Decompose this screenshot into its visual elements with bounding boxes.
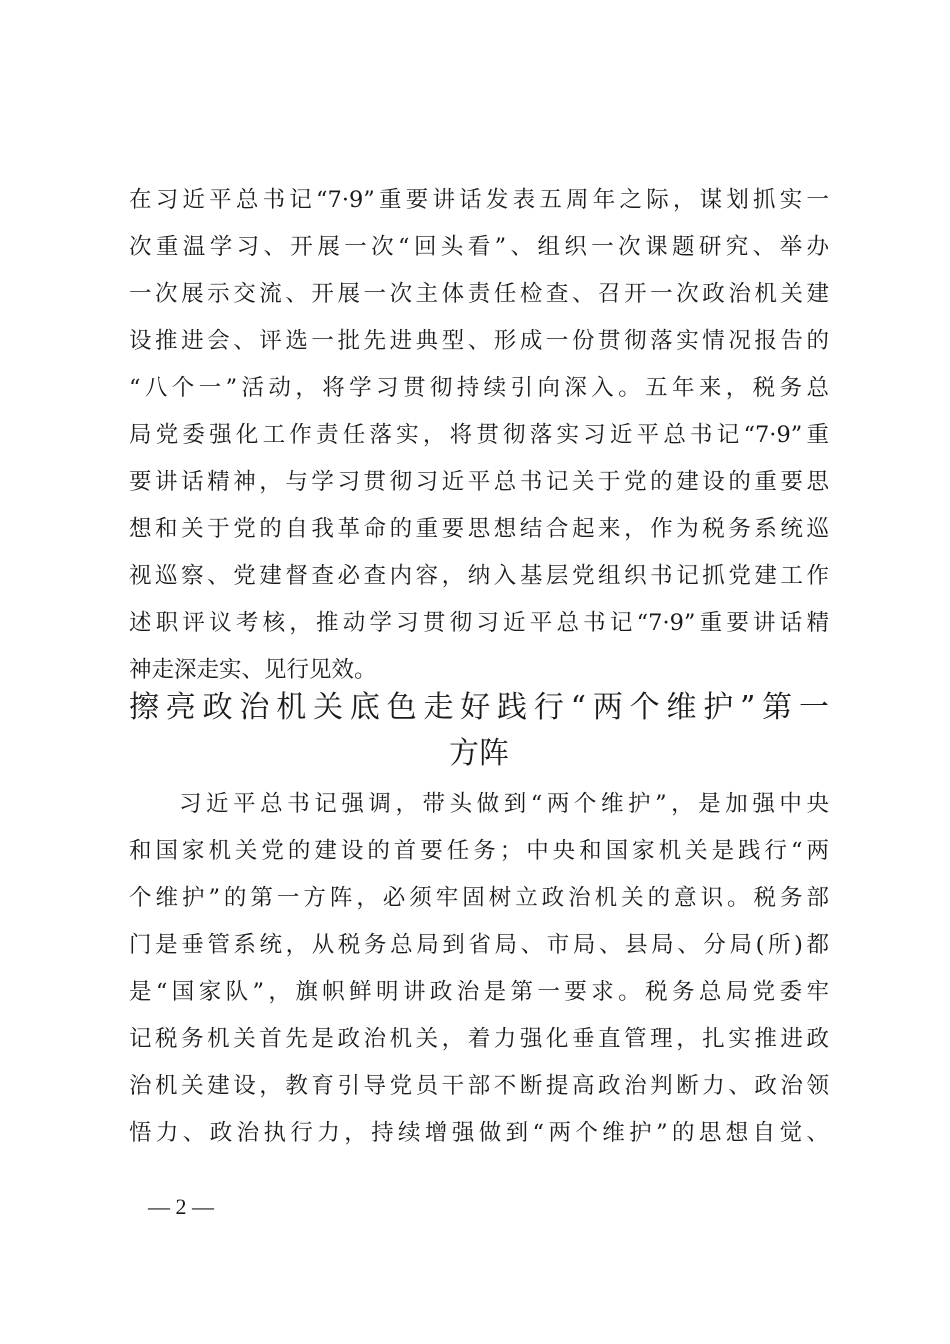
paragraph-line: 个维护”的第一方阵，必须牢固树立政治机关的意识。税务部 — [129, 885, 829, 911]
paragraph-line: 和国家机关党的建设的首要任务；中央和国家机关是践行“两 — [129, 838, 829, 864]
paragraph-line: 述职评议考核，推动学习贯彻习近平总书记“7·9”重要讲话精 — [129, 610, 829, 636]
paragraph-line: 设推进会、评选一批先进典型、形成一份贯彻落实情况报告的 — [129, 328, 829, 354]
paragraph-line: 悟力、政治执行力，持续增强做到“两个维护”的思想自觉、 — [129, 1120, 829, 1146]
paragraph-line: 记税务机关首先是政治机关，着力强化垂直管理，扎实推进政 — [129, 1026, 829, 1052]
heading-line: 方阵 — [449, 736, 509, 771]
paragraph-line: “八个一”活动，将学习贯彻持续引向深入。五年来，税务总 — [129, 375, 829, 401]
paragraph-line: 想和关于党的自我革命的重要思想结合起来，作为税务系统巡 — [129, 516, 829, 542]
paragraph-line: 是“国家队”，旗帜鲜明讲政治是第一要求。税务总局党委牢 — [129, 979, 829, 1005]
paragraph-line: 习近平总书记强调，带头做到“两个维护”，是加强中央 — [179, 791, 829, 817]
page-number: — 2 — — [148, 1194, 214, 1219]
paragraph-line: 治机关建设，教育引导党员干部不断提高政治判断力、政治领 — [129, 1073, 829, 1099]
paragraph-line: 视巡察、党建督查必查内容，纳入基层党组织书记抓党建工作 — [129, 563, 829, 589]
paragraph-line: 一次展示交流、开展一次主体责任检查、召开一次政治机关建 — [129, 281, 829, 307]
paragraph-line: 神走深走实、见行见效。 — [129, 657, 377, 683]
paragraph-line: 要讲话精神，与学习贯彻习近平总书记关于党的建设的重要思 — [129, 469, 829, 495]
paragraph-line: 局党委强化工作责任落实，将贯彻落实习近平总书记“7·9”重 — [129, 422, 829, 448]
paragraph-line: 次重温学习、开展一次“回头看”、组织一次课题研究、举办 — [129, 234, 829, 260]
heading-line: 擦亮政治机关底色走好践行“两个维护”第一 — [129, 690, 829, 725]
paragraph-line: 在习近平总书记“7·9”重要讲话发表五周年之际，谋划抓实一 — [129, 187, 829, 213]
paragraph-line: 门是垂管系统，从税务总局到省局、市局、县局、分局(所)都 — [129, 932, 829, 958]
